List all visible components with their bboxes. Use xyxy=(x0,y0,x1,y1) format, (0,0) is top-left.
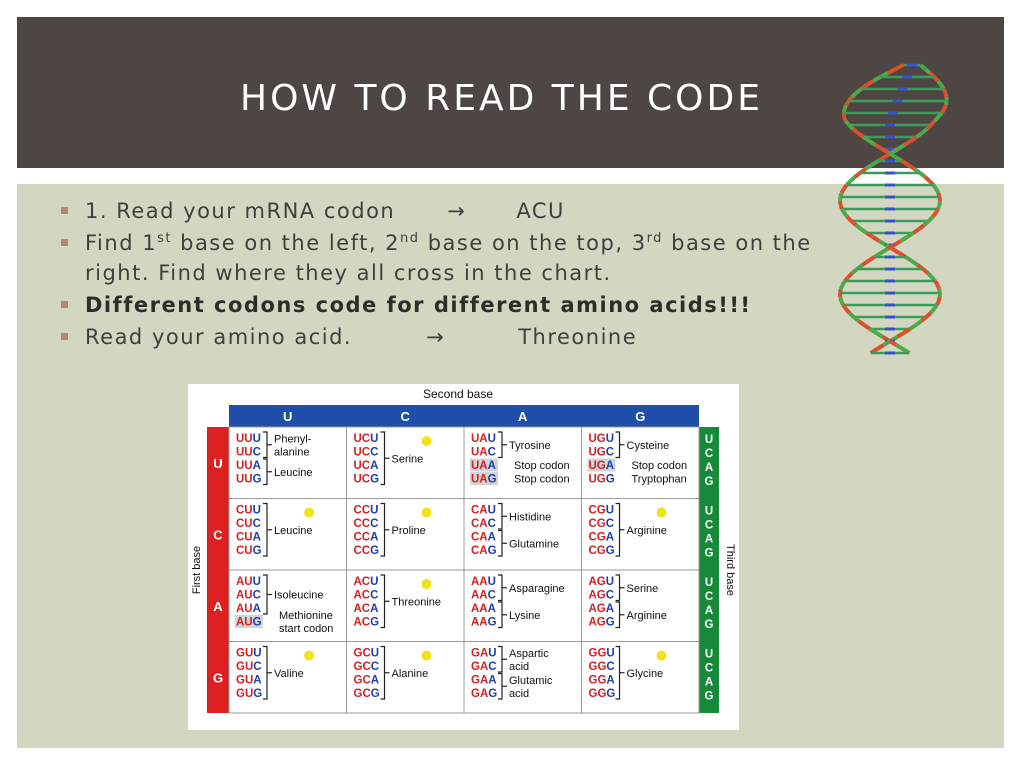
codon-text: AUC xyxy=(236,589,261,602)
codon-text: GAC xyxy=(471,661,497,673)
amino-acid-label: alanine xyxy=(274,446,310,459)
codon-text: UCA xyxy=(353,460,379,472)
codon-text: UUA xyxy=(236,460,261,472)
amino-acid-label: Stop codon xyxy=(514,473,570,486)
bullet-1-value: ACU xyxy=(516,199,565,223)
codon-text: GCC xyxy=(353,661,380,673)
codon-text: AAG xyxy=(471,616,497,629)
codon-text: AAA xyxy=(471,603,496,615)
codon-text: GGU xyxy=(588,647,615,660)
amino-acid-label: Tryptophan xyxy=(631,473,687,486)
yellow-dot-icon xyxy=(422,651,432,661)
third-base-G: G xyxy=(704,547,714,560)
codon-text: CAA xyxy=(471,531,496,544)
codon-text: CGA xyxy=(588,531,615,544)
codon-text: UUU xyxy=(236,433,261,445)
codon-text: UCG xyxy=(353,473,380,486)
arrow-icon: → xyxy=(426,325,446,349)
third-base-G: G xyxy=(704,476,714,488)
codon-text: UCC xyxy=(353,446,379,459)
codon-text: CAU xyxy=(471,504,496,517)
third-base-C: C xyxy=(704,448,714,460)
second-base-G: G xyxy=(635,409,646,424)
codon-text: GUC xyxy=(236,661,262,673)
yellow-dot-icon xyxy=(422,508,432,518)
dna-helix-image xyxy=(810,60,970,360)
bullet-square-icon xyxy=(61,333,68,340)
codon-text: GCG xyxy=(353,688,380,700)
codon-text: CCU xyxy=(353,504,379,517)
codon-text: AUU xyxy=(236,576,261,588)
first-base-label: First base xyxy=(191,545,203,595)
third-base-G: G xyxy=(704,619,714,631)
amino-acid-label: Glutamine xyxy=(509,538,560,551)
amino-acid-label: Asparagine xyxy=(509,582,565,595)
codon-text: GGA xyxy=(588,674,615,687)
yellow-dot-icon xyxy=(657,651,667,661)
second-base-A: A xyxy=(518,409,528,424)
bullet-item-1 xyxy=(60,196,820,226)
codon-text: UCU xyxy=(353,433,379,445)
codon-text: CUC xyxy=(236,518,261,530)
amino-acid-label: Alanine xyxy=(391,667,429,680)
third-base-A: A xyxy=(704,462,714,474)
bullet-4-text: Read your amino acid. xyxy=(85,325,353,349)
third-base-label: Third base xyxy=(724,544,736,596)
dna-helix-icon xyxy=(840,65,947,353)
codon-text: ACU xyxy=(353,576,379,588)
bullet-item-3 xyxy=(60,290,820,320)
codon-text: UAC xyxy=(471,446,496,459)
codon-text: AGU xyxy=(588,576,615,588)
codon-text: CCA xyxy=(353,531,379,544)
codon-text: AGC xyxy=(588,589,615,602)
amino-acid-label: Isoleucine xyxy=(274,589,324,602)
amino-acid-label: Histidine xyxy=(509,511,552,524)
codon-text: UUC xyxy=(236,446,261,459)
codon-text: ACA xyxy=(353,603,379,615)
amino-acid-label: Serine xyxy=(391,453,424,466)
amino-acid-label: Glycine xyxy=(626,667,664,680)
bullet-4-value: Threonine xyxy=(518,325,638,349)
bullet-2-text-a: Find 1 xyxy=(85,231,158,255)
amino-acid-label: Leucine xyxy=(274,524,313,537)
codon-text: CUA xyxy=(236,531,261,544)
codon-text: GCU xyxy=(353,647,380,660)
superscript-rd: rd xyxy=(646,231,663,246)
codon-text: ACG xyxy=(353,616,380,629)
bullet-square-icon xyxy=(61,301,68,308)
third-base-A: A xyxy=(704,533,714,546)
third-base-U: U xyxy=(704,505,714,518)
amino-acid-label: Serine xyxy=(626,582,659,595)
first-base-C: C xyxy=(213,527,223,543)
codon-text: GGG xyxy=(588,688,616,700)
bullet-item-2 xyxy=(60,228,820,288)
codon-text: AUA xyxy=(236,603,261,615)
amino-acid-label: Leucine xyxy=(274,466,313,479)
yellow-dot-icon xyxy=(422,436,432,446)
bullet-1-text: 1. Read your mRNA codon xyxy=(85,199,396,223)
yellow-dot-icon xyxy=(304,508,314,518)
first-base-U: U xyxy=(213,455,223,471)
bullet-2-text-c: base on the top, 3 xyxy=(419,231,647,255)
codon-text: GAA xyxy=(471,674,497,687)
codon-text: GAG xyxy=(471,688,498,700)
bullet-list xyxy=(60,196,820,354)
second-base-label: Second base xyxy=(422,387,494,401)
yellow-dot-icon xyxy=(657,508,667,518)
third-base-G: G xyxy=(704,690,714,703)
superscript-st: st xyxy=(157,231,172,246)
amino-acid-label: Arginine xyxy=(626,609,667,622)
third-base-U: U xyxy=(704,434,714,446)
codon-text: GUG xyxy=(236,688,263,700)
codon-text: GGC xyxy=(588,661,615,673)
amino-acid-label: Lysine xyxy=(509,609,541,622)
yellow-dot-icon xyxy=(422,579,432,589)
codon-text: UAG xyxy=(471,473,497,486)
codon-text: ACC xyxy=(353,589,379,602)
amino-acid-label: Cysteine xyxy=(626,439,670,452)
bullet-2-text-d: base on the right. Find where they all cross in the chart. xyxy=(85,231,812,285)
codon-text: AAC xyxy=(471,589,496,602)
codon-text: AUG xyxy=(236,616,262,629)
codon-text: UGA xyxy=(588,460,615,472)
second-base-U: U xyxy=(283,409,293,424)
codon-text: CUU xyxy=(236,504,261,517)
amino-acid-label: Proline xyxy=(391,524,426,537)
amino-acid-label: Stop codon xyxy=(514,460,570,472)
codon-chart-image xyxy=(188,384,739,730)
amino-acid-label: Methionine xyxy=(279,610,333,622)
codon-text: CGU xyxy=(588,504,615,517)
codon-text: AAU xyxy=(471,576,496,588)
amino-acid-label: acid xyxy=(509,660,530,673)
bullet-square-icon xyxy=(61,239,68,246)
amino-acid-label: Aspartic xyxy=(509,647,549,660)
codon-text: UGC xyxy=(588,446,615,459)
amino-acid-label: Glutamic xyxy=(509,674,553,687)
codon-text: AGG xyxy=(588,616,615,629)
codon-text: GCA xyxy=(353,674,380,687)
amino-acid-label: Stop codon xyxy=(631,460,688,472)
codon-text: CGG xyxy=(588,545,615,557)
bullet-3-text: Different codons code for different amino acids!!! xyxy=(85,293,752,317)
codon-text: UGG xyxy=(588,473,615,486)
yellow-dot-icon xyxy=(304,651,314,661)
third-base-C: C xyxy=(704,519,714,532)
first-base-G: G xyxy=(212,670,224,686)
codon-text: UAA xyxy=(471,460,496,472)
codon-text: CGC xyxy=(588,518,615,530)
third-base-C: C xyxy=(704,662,714,675)
codon-text: UUG xyxy=(236,473,262,486)
codon-text: CCC xyxy=(353,518,379,530)
codon-text: GUU xyxy=(236,647,262,660)
bullet-square-icon xyxy=(61,207,68,214)
amino-acid-label: acid xyxy=(509,687,530,700)
second-base-header xyxy=(229,405,699,427)
codon-text: UAU xyxy=(471,433,496,445)
amino-acid-label: Tyrosine xyxy=(509,439,551,452)
codon-text: AGA xyxy=(588,603,615,615)
third-base-A: A xyxy=(704,676,714,689)
slide-title: HOW TO READ THE CODE xyxy=(240,78,763,119)
amino-acid-label: Arginine xyxy=(626,524,667,537)
amino-acid-label: start codon xyxy=(279,623,334,635)
codon-text: CAG xyxy=(471,545,497,557)
bullet-2-text-b: base on the left, 2 xyxy=(171,231,401,255)
second-base-C: C xyxy=(400,409,410,424)
amino-acid-label: Threonine xyxy=(391,596,442,609)
codon-text: CCG xyxy=(353,545,380,557)
arrow-icon: → xyxy=(447,199,467,223)
third-base-C: C xyxy=(704,591,714,603)
first-base-A: A xyxy=(213,598,223,614)
codon-text: CAC xyxy=(471,518,496,530)
codon-text: GUA xyxy=(236,674,262,687)
third-base-U: U xyxy=(704,648,714,661)
amino-acid-label: Valine xyxy=(274,667,304,680)
bullet-item-4 xyxy=(60,322,820,352)
third-base-U: U xyxy=(704,577,714,589)
codon-text: UGU xyxy=(588,433,615,445)
third-base-A: A xyxy=(704,605,714,617)
amino-acid-label: Phenyl- xyxy=(274,433,312,446)
superscript-nd: nd xyxy=(400,231,420,246)
codon-text: CUG xyxy=(236,545,262,557)
codon-text: GAU xyxy=(471,647,497,660)
